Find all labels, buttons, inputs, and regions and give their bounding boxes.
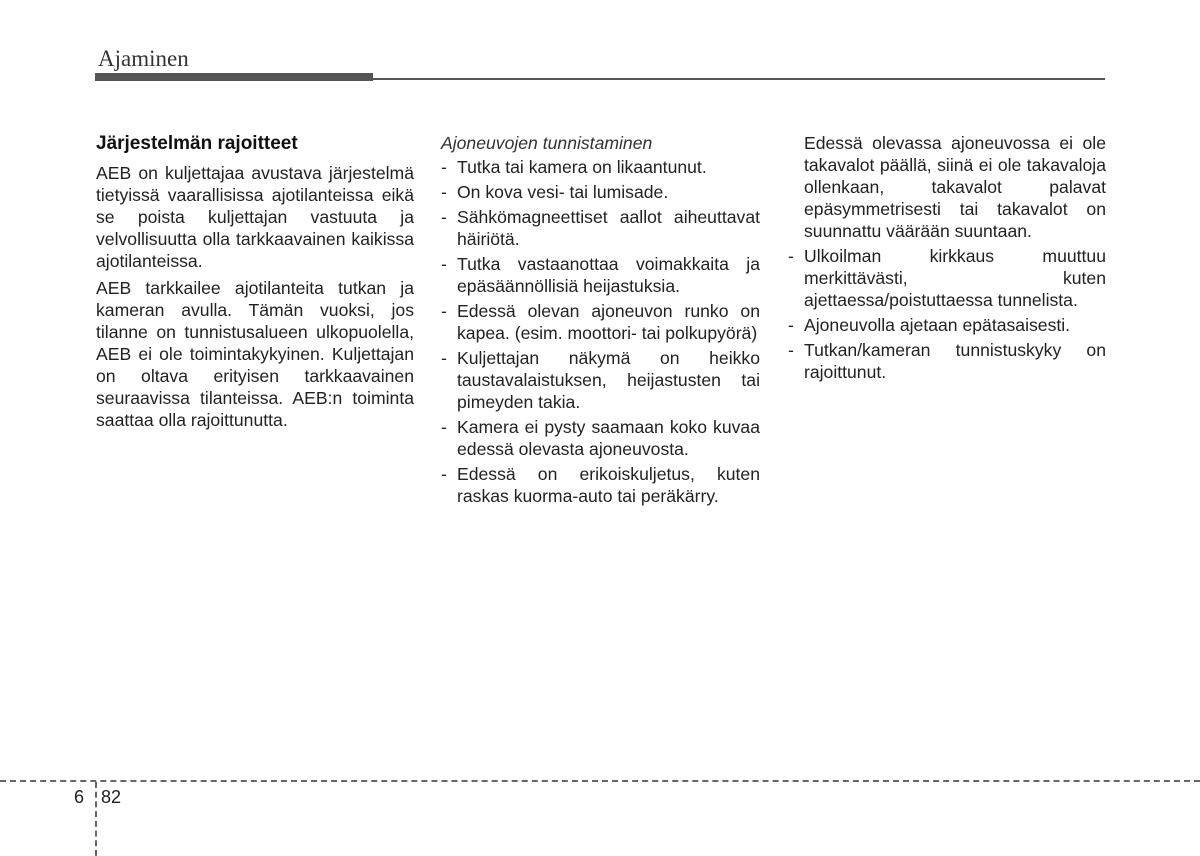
section-header-title: Ajaminen: [98, 46, 189, 71]
list-item: [788, 339, 1106, 383]
footer-dashed-rule: [0, 780, 1200, 782]
paragraph-intro: AEB on kuljettajaa avustava järjestelmä tietyissä vaarallisissa ajotilanteissa eikä se poista kuljettajan vastuuta ja velvollisuutta olla tarkkaavainen kaikissa ajotilanteissa.: [96, 163, 414, 271]
list-item-text: Tutka vastaanottaa voimakkaita ja epäsäännöllisiä heijastuksia.: [457, 254, 760, 296]
list-item: [788, 245, 1106, 311]
header-accent-bar: [95, 73, 373, 81]
dash-marker: -: [441, 207, 447, 227]
list-item-continuation: Edessä olevassa ajoneuvossa ei ole takavalot päällä, siinä ei ole takavaloja ollenkaan, takavalot palavat epäsymmetrisesti tai takavalot on suunnattu väärään suuntaan.: [804, 133, 1106, 241]
list-item-text: Kamera ei pysty saamaan koko kuvaa edessä olevasta ajoneuvosta.: [457, 417, 760, 459]
dash-marker: -: [441, 157, 447, 177]
list-item-text: Ajoneuvolla ajetaan epätasaisesti.: [804, 315, 1071, 335]
list-item: [441, 181, 760, 203]
list-item: [441, 463, 760, 507]
list-item: [441, 416, 760, 460]
list-item-text: Edessä on erikoiskuljetus, kuten raskas kuorma-auto tai peräkärry.: [457, 464, 760, 506]
dash-marker: -: [441, 254, 447, 274]
subheading-vehicle-detection: Ajoneuvojen tunnistaminen: [441, 133, 653, 153]
paragraph-monitoring: AEB tarkkailee ajotilanteita tutkan ja kameran avulla. Tämän vuoksi, jos tilanne on tunnistusalueen ulkopuolella, AEB ei ole toimintakykyinen. Kuljettajan on oltava erityisen tarkkaavainen seuraavissa tilanteissa. AEB:n toiminta saattaa olla rajoittunutta.: [96, 278, 414, 430]
page-number: 82: [101, 787, 122, 807]
dash-marker: -: [441, 417, 447, 437]
list-item: [441, 156, 760, 178]
dash-marker: -: [441, 464, 447, 484]
list-item-text: On kova vesi- tai lumisade.: [457, 182, 669, 202]
chapter-number: 6: [74, 787, 85, 807]
list-item-text: Kuljettajan näkymä on heikko taustavalaistuksen, heijastusten tai pimeyden takia.: [457, 348, 760, 412]
column-left: [96, 132, 414, 436]
list-item-text: Edessä olevan ajoneuvon runko on kapea. (esim. moottori- tai polkupyörä): [457, 301, 760, 343]
limitation-list: [441, 156, 760, 507]
list-item: [441, 300, 760, 344]
dash-marker: -: [441, 301, 447, 321]
dash-marker: -: [788, 246, 794, 266]
list-item: [441, 347, 760, 413]
column-middle: [441, 132, 760, 510]
dash-marker: -: [788, 340, 794, 360]
header-rule: [373, 78, 1105, 80]
dash-marker: -: [441, 182, 447, 202]
list-item-text: Sähkömagneettiset aallot aiheuttavat häiriötä.: [457, 207, 760, 249]
list-item: [788, 314, 1106, 336]
list-item-text: Ulkoilman kirkkaus muuttuu merkittävästi, kuten ajettaessa/poistuttaessa tunnelista.: [804, 246, 1106, 310]
footer-vertical-divider: [95, 782, 97, 856]
section-heading: Järjestelmän rajoitteet: [96, 133, 298, 154]
dash-marker: -: [441, 348, 447, 368]
dash-marker: -: [788, 315, 794, 335]
limitation-list-continued: [788, 245, 1106, 383]
column-right: [788, 132, 1106, 386]
list-item: [441, 206, 760, 250]
list-item-text: Tutka tai kamera on likaantunut.: [457, 157, 707, 177]
list-item-text: Tutkan/kameran tunnistuskyky on rajoittunut.: [804, 340, 1106, 382]
list-item: [441, 253, 760, 297]
